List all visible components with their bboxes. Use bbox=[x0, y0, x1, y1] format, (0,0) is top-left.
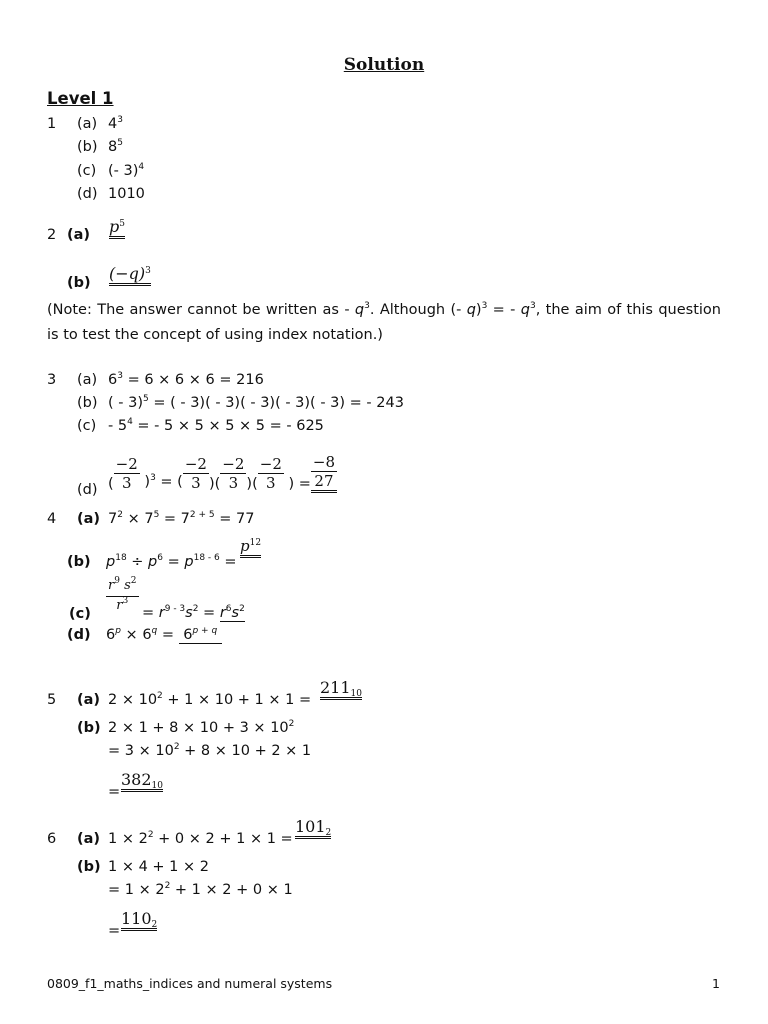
q6b-equals: = bbox=[108, 923, 121, 939]
q4-number: 4 bbox=[47, 511, 57, 527]
level-heading: Level 1 bbox=[47, 89, 114, 108]
q1c-label: (c) bbox=[77, 163, 97, 179]
q4d-answer: $6^p \times 6^q = 6^{p + q}$ bbox=[106, 626, 222, 646]
note-paragraph: (Note: The answer cannot be written as - $q^3$. Although (- q)$^3$ = - $q^3$, the aim of this question is to test the concept of using index notation.) bbox=[47, 301, 721, 343]
q5a-answer: $2 \times 10^2 + 1 \times 10 + 1 \times 1$ = bbox=[108, 691, 312, 708]
q1a-answer: $4^3$ bbox=[108, 115, 123, 132]
q4c-label: (c) bbox=[69, 606, 91, 622]
q6b-line2: = $1 \times 2^2 + 1 \times 2 + 0 \times 1$ bbox=[108, 881, 293, 898]
q4d-label: (d) bbox=[67, 627, 91, 643]
q1a-label: (a) bbox=[77, 116, 98, 132]
q5a-label: (a) bbox=[77, 692, 101, 708]
q3a-answer: $6^3 = 6 \times 6 \times 6 = 216$ bbox=[108, 371, 264, 388]
q6a-result: $101_2$ bbox=[295, 817, 332, 838]
footer-filename: 0809_f1_maths_indices and numeral systems bbox=[47, 976, 333, 991]
q2a-answer: $p^5$ bbox=[109, 218, 125, 239]
q6a-answer: $1 \times 2^2 + 0 \times 2 + 1 \times 1$ = bbox=[108, 830, 293, 847]
q6a-label: (a) bbox=[77, 831, 101, 847]
q3b-label: (b) bbox=[77, 395, 98, 411]
q6b-result: $110_2$ bbox=[121, 909, 158, 930]
q4c-answer: = $r^{9 - 3}s^2 = r^6s^2$ bbox=[142, 604, 245, 621]
q6-number: 6 bbox=[47, 831, 57, 847]
q1d-answer: 1010 bbox=[108, 186, 145, 202]
q5b-line2: = $3 \times 10^2 + 8 \times 10 + 2 \times 1$ bbox=[108, 742, 312, 759]
q3c-answer: - $5^4$ = - 5 × 5 × 5 × 5 = - 625 bbox=[108, 417, 324, 434]
q1b-label: (b) bbox=[77, 139, 98, 155]
q2b-label: (b) bbox=[67, 275, 91, 291]
q2-number: 2 bbox=[47, 227, 57, 243]
q2b-answer: $(-q)^3$ bbox=[109, 265, 151, 286]
q5b-label: (b) bbox=[77, 720, 101, 736]
q3b-answer: ( - 3)$^5$ = ( - 3)( - 3)( - 3)( - 3)( - 3) = - 243 bbox=[108, 394, 404, 411]
page-number: 1 bbox=[712, 976, 720, 991]
q3-number: 3 bbox=[47, 372, 57, 388]
q4a-answer: $7^2 \times 7^5 = 7^{2 + 5} = 77$ bbox=[108, 510, 255, 527]
page-title: Solution bbox=[343, 55, 425, 75]
q3c-label: (c) bbox=[77, 418, 97, 434]
q1d-label: (d) bbox=[77, 186, 98, 202]
q1b-answer: $8^5$ bbox=[108, 138, 123, 155]
q5a-result: $211_{10}$ bbox=[320, 678, 362, 699]
q4c-fraction: $\frac{r^9 s^2}{r^3}$ bbox=[108, 576, 137, 613]
q2a-label: (a) bbox=[67, 227, 91, 243]
q5b-equals: = bbox=[108, 784, 121, 800]
q4b-result: $p^{12}$ bbox=[240, 537, 261, 558]
q3d-label: (d) bbox=[77, 482, 98, 498]
q1-number: 1 bbox=[47, 116, 57, 132]
q4a-label: (a) bbox=[77, 511, 101, 527]
q6b-label: (b) bbox=[77, 859, 101, 875]
q4b-label: (b) bbox=[67, 554, 91, 570]
q3a-label: (a) bbox=[77, 372, 98, 388]
q5b-result: $382_{10}$ bbox=[121, 770, 163, 791]
q5-number: 5 bbox=[47, 692, 57, 708]
q6b-line1: 1 × 4 + 1 × 2 bbox=[108, 859, 210, 875]
q5b-line1: $2 \times 1 + 8 \times 10 + 3 \times 10^2$ bbox=[108, 719, 295, 736]
q3d-answer: ( $\frac{-2}{3}$ )$^3$ = ( $\frac{-2}{3}$ )( $\frac{-2}{3}$ )( $\frac{-2}{3}$ ) = $\frac{-8}{27}$ bbox=[108, 453, 336, 492]
q1c-answer: (- 3)$^4$ bbox=[108, 162, 145, 179]
q4b-answer: $p^{18} \div p^6 = p^{18 - 6}$ = bbox=[106, 553, 237, 570]
